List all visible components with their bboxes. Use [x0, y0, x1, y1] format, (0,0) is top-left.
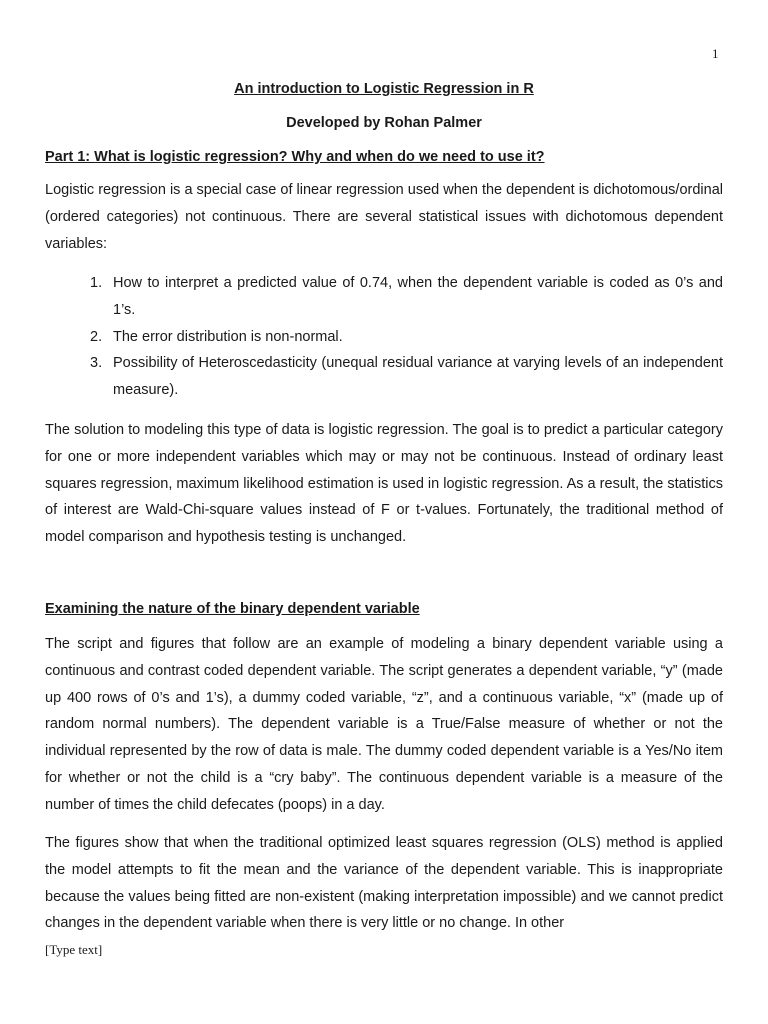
list-item-number: 3. [90, 355, 103, 372]
document-title: An introduction to Logistic Regression in R [234, 81, 534, 97]
issues-list [45, 270, 723, 404]
list-item [45, 270, 723, 324]
footer-placeholder-text: [Type text] [45, 942, 103, 957]
list-item-number: 2. [90, 328, 103, 345]
list-item [45, 350, 723, 404]
figures-paragraph: The figures show that when the traditional optimized least squares regression (OLS) method is applied the model attempts to fit the mean and the variance of the dependent variable. This is inappropriate because the values being fitted are non-existent (making interpretation impossible) and we cannot predict changes in the dependent variable when there is very little or no change. In other [45, 835, 723, 932]
list-item-text: How to interpret a predicted value of 0.74, when the dependent variable is coded as 0’s and 1’s. [113, 275, 723, 318]
list-item-number: 1. [90, 275, 103, 291]
section2-heading: Examining the nature of the binary dependent variable [45, 601, 420, 617]
solution-paragraph: The solution to modeling this type of data is logistic regression. The goal is to predict a particular category for one or more independent variables which may or may not be continuous. Instead of ordinary least squares regression, maximum likelihood estimation is used in logistic regression. As a result, the statistics of interest are Wald-Chi-square values instead of F or t-values. Fortunately, the traditional method of model comparison and hypothesis testing is unchanged. [45, 422, 723, 546]
page-number: 1 [712, 46, 719, 61]
list-item-text: The error distribution is non-normal. [113, 328, 343, 345]
author-line: Developed by Rohan Palmer [286, 115, 482, 131]
part1-intro-paragraph: Logistic regression is a special case of linear regression used when the dependent is dichotomous/ordinal (ordered categories) not continuous. There are several statistical issues with dichotomous dependent variables: [45, 182, 723, 252]
part1-heading: Part 1: What is logistic regression? Why and when do we need to use it? [45, 149, 545, 165]
list-item-text: Possibility of Heteroscedasticity (unequal residual variance at varying levels of an independent measure). [113, 355, 723, 399]
script-description-paragraph: The script and figures that follow are an example of modeling a binary dependent variable using a continuous and contrast coded dependent variable. The script generates a dependent variable, “y” (made up 400 rows of 0’s and 1’s), a dummy coded variable, “z”, and a continuous variable, “x” (made up of random normal numbers). The dependent variable is a True/False measure of whether or not the individual represented by the row of data is male. The dummy coded dependent variable is a Yes/No item for whether or not the child is a “cry baby”. The continuous dependent variable is a measure of the number of times the child defecates (poops) in a day. [45, 636, 723, 813]
list-item [45, 324, 723, 351]
